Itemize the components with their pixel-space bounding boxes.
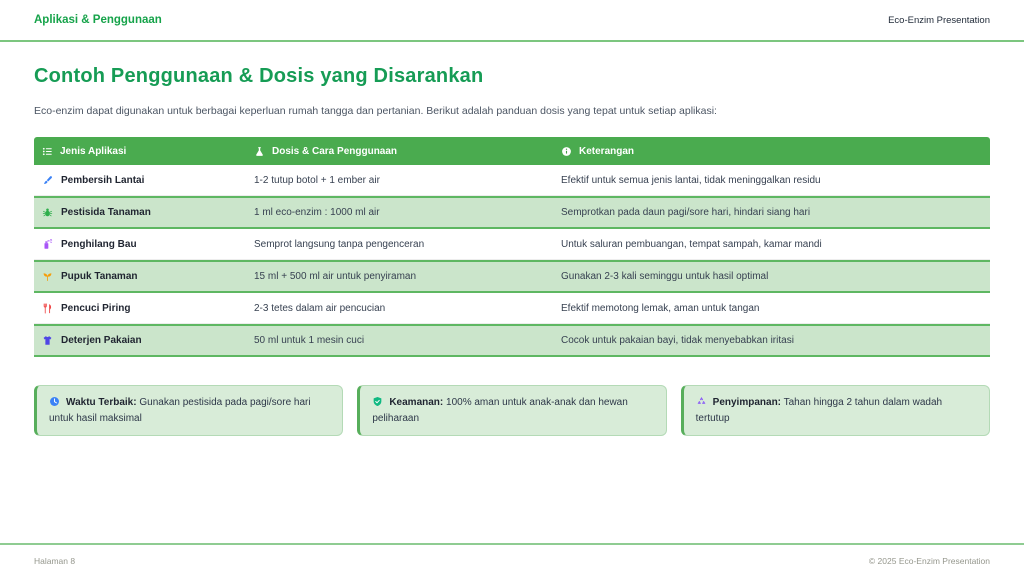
table-body xyxy=(34,165,990,357)
flask-icon xyxy=(254,146,265,157)
card-text: Tahan hingga 2 tahun dalam wadah tertutup xyxy=(695,397,943,424)
dosage-value: Semprot langsung tanpa pengenceran xyxy=(254,238,425,250)
table-row xyxy=(34,260,990,293)
top-bar-deck-title: Eco-Enzim Presentation xyxy=(888,14,990,26)
dosage-value: 2-3 tetes dalam air pencucian xyxy=(254,302,386,314)
description-value: Efektif memotong lemak, aman untuk tangan xyxy=(561,302,760,314)
table-row xyxy=(34,324,990,357)
application-name: Pembersih Lantai xyxy=(61,174,145,186)
page-title: Contoh Penggunaan & Dosis yang Disarankan xyxy=(34,65,484,87)
description-value: Semprotkan pada daun pagi/sore hari, hindari siang hari xyxy=(561,207,811,218)
info-card xyxy=(357,385,666,436)
application-name: Penghilang Bau xyxy=(61,238,137,250)
application-cell xyxy=(34,262,240,291)
info-cards xyxy=(34,385,990,436)
brush-icon xyxy=(42,175,53,186)
application-cell xyxy=(34,326,240,355)
dosage-table xyxy=(34,137,990,357)
dosage-value: 15 ml + 500 ml air untuk penyiraman xyxy=(254,271,417,282)
copyright: © 2025 Eco-Enzim Presentation xyxy=(868,555,990,566)
application-name: Deterjen Pakaian xyxy=(61,335,142,346)
description-value: Efektif untuk semua jenis lantai, tidak meninggalkan residu xyxy=(561,174,821,186)
footer xyxy=(0,543,1024,576)
utensils-icon xyxy=(42,303,53,314)
card-label: Penyimpanan: xyxy=(712,397,782,408)
shield-icon xyxy=(372,396,383,407)
table-row xyxy=(34,229,990,260)
info-icon xyxy=(561,146,572,157)
application-cell xyxy=(34,198,240,227)
clock-icon xyxy=(49,396,60,407)
page-number: Halaman 8 xyxy=(34,555,76,566)
column-header-keterangan: Keterangan xyxy=(579,145,635,157)
table-row xyxy=(34,165,990,196)
info-card xyxy=(681,385,990,436)
shirt-icon xyxy=(42,335,53,346)
top-bar-section-title: Aplikasi & Penggunaan xyxy=(34,14,162,26)
column-header-dosis: Dosis & Cara Penggunaan xyxy=(272,145,398,157)
top-bar xyxy=(0,0,1024,42)
description-value: Untuk saluran pembuangan, tempat sampah, kamar mandi xyxy=(561,238,822,250)
column-header-jenis: Jenis Aplikasi xyxy=(60,145,127,157)
description-value: Cocok untuk pakaian bayi, tidak menyebabkan iritasi xyxy=(561,335,794,346)
bug-icon xyxy=(42,207,53,218)
card-text: 100% aman untuk anak-anak dan hewan peliharaan xyxy=(372,397,628,424)
application-name: Pupuk Tanaman xyxy=(61,271,138,282)
card-text: Gunakan pestisida pada pagi/sore hari untuk hasil maksimal xyxy=(49,397,311,424)
application-name: Pestisida Tanaman xyxy=(61,207,151,218)
application-cell xyxy=(34,229,240,259)
spray-icon xyxy=(42,239,53,250)
page-subtitle: Eco-enzim dapat digunakan untuk berbagai keperluan rumah tangga dan pertanian. Berikut adalah panduan dosis yang tepat untuk setiap aplikasi: xyxy=(34,105,717,117)
seedling-icon xyxy=(42,271,53,282)
dosage-value: 1 ml eco-enzim : 1000 ml air xyxy=(254,207,380,218)
info-card xyxy=(34,385,343,436)
card-label: Keamanan: xyxy=(389,397,444,408)
application-name: Pencuci Piring xyxy=(61,302,131,314)
table-row xyxy=(34,196,990,229)
dosage-value: 50 ml untuk 1 mesin cuci xyxy=(254,335,365,346)
list-icon xyxy=(42,146,53,157)
dosage-value: 1-2 tutup botol + 1 ember air xyxy=(254,174,380,186)
application-cell xyxy=(34,293,240,323)
description-value: Gunakan 2-3 kali seminggu untuk hasil optimal xyxy=(561,271,769,282)
card-label: Waktu Terbaik: xyxy=(66,397,137,408)
table-row xyxy=(34,293,990,324)
application-cell xyxy=(34,165,240,195)
table-header-row xyxy=(34,137,990,165)
recycle-icon xyxy=(696,396,707,407)
